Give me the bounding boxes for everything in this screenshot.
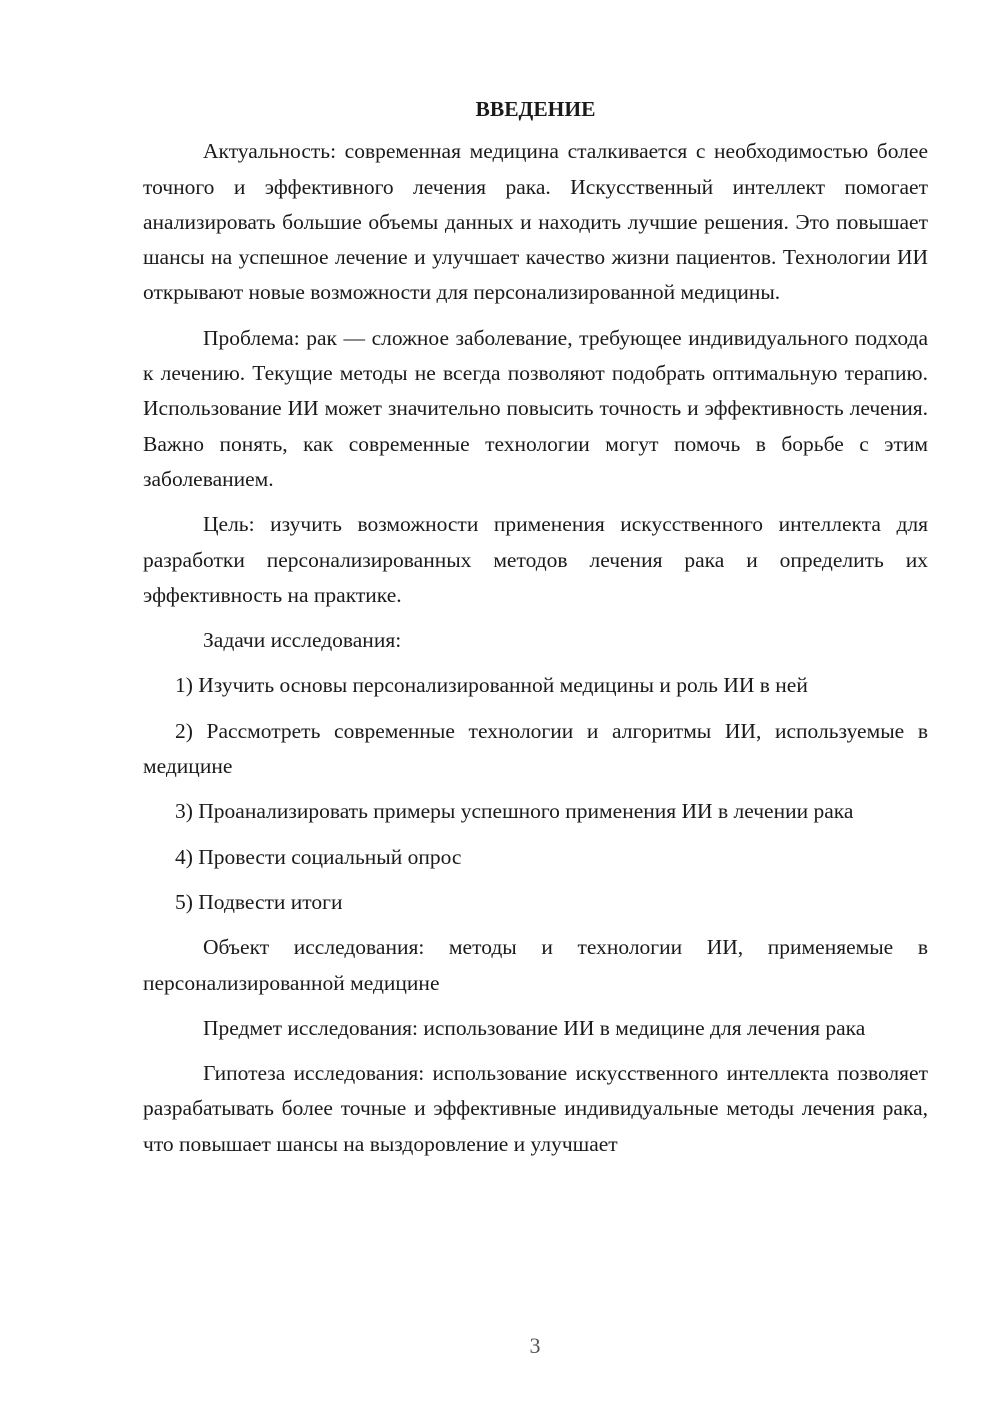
task-item: 2) Рассмотреть современные технологии и алгоритмы ИИ, используемые в медицине <box>143 718 928 779</box>
section-title: ВВЕДЕНИЕ <box>475 97 596 121</box>
task-item: 4) Провести социальный опрос <box>175 844 462 869</box>
paragraph-tasks-heading: Задачи исследования: <box>203 628 402 653</box>
task-item: 1) Изучить основы персонализированной медицины и роль ИИ в ней <box>175 673 808 698</box>
paragraph-object: Объект исследования: методы и технологии ИИ, применяемые в персонализированной медицине <box>143 935 928 995</box>
paragraph-hypothesis: Гипотеза исследования: использование искусственного интеллекта позволяет разрабатывать более точные и эффективные индивидуальные методы лечения рака, что повышает шансы на выздоровление и улучшает <box>143 1061 928 1156</box>
paragraph-problem: Проблема: рак — сложное заболевание, требующее индивидуального подхода к лечению. Текущие методы не всегда позволяют подобрать оптимальную терапию. Использование ИИ может значительно повысить точность и эффективность лечения. Важно понять, как современные технологии могут помочь в борьбе с этим заболеванием. <box>143 325 928 491</box>
page-number: 3 <box>529 1333 541 1358</box>
task-item: 5) Подвести итоги <box>175 889 343 914</box>
paragraph-subject: Предмет исследования: использование ИИ в медицине для лечения рака <box>203 1015 866 1040</box>
paragraph-relevance: Актуальность: современная медицина сталкивается с необходимостью более точного и эффективного лечения рака. Искусственный интеллект помогает анализировать большие объемы данных и находить лучшие решения. Это повышает шансы на успешное лечение и улучшает качество жизни пациентов. Технологии ИИ открывают новые возможности для персонализированной медицины. <box>143 139 928 305</box>
task-item: 3) Проанализировать примеры успешного применения ИИ в лечении рака <box>175 799 854 824</box>
paragraph-goal: Цель: изучить возможности применения искусственного интеллекта для разработки персонализированных методов лечения рака и определить их эффективность на практике. <box>143 512 928 607</box>
page-content <box>143 92 928 1172</box>
